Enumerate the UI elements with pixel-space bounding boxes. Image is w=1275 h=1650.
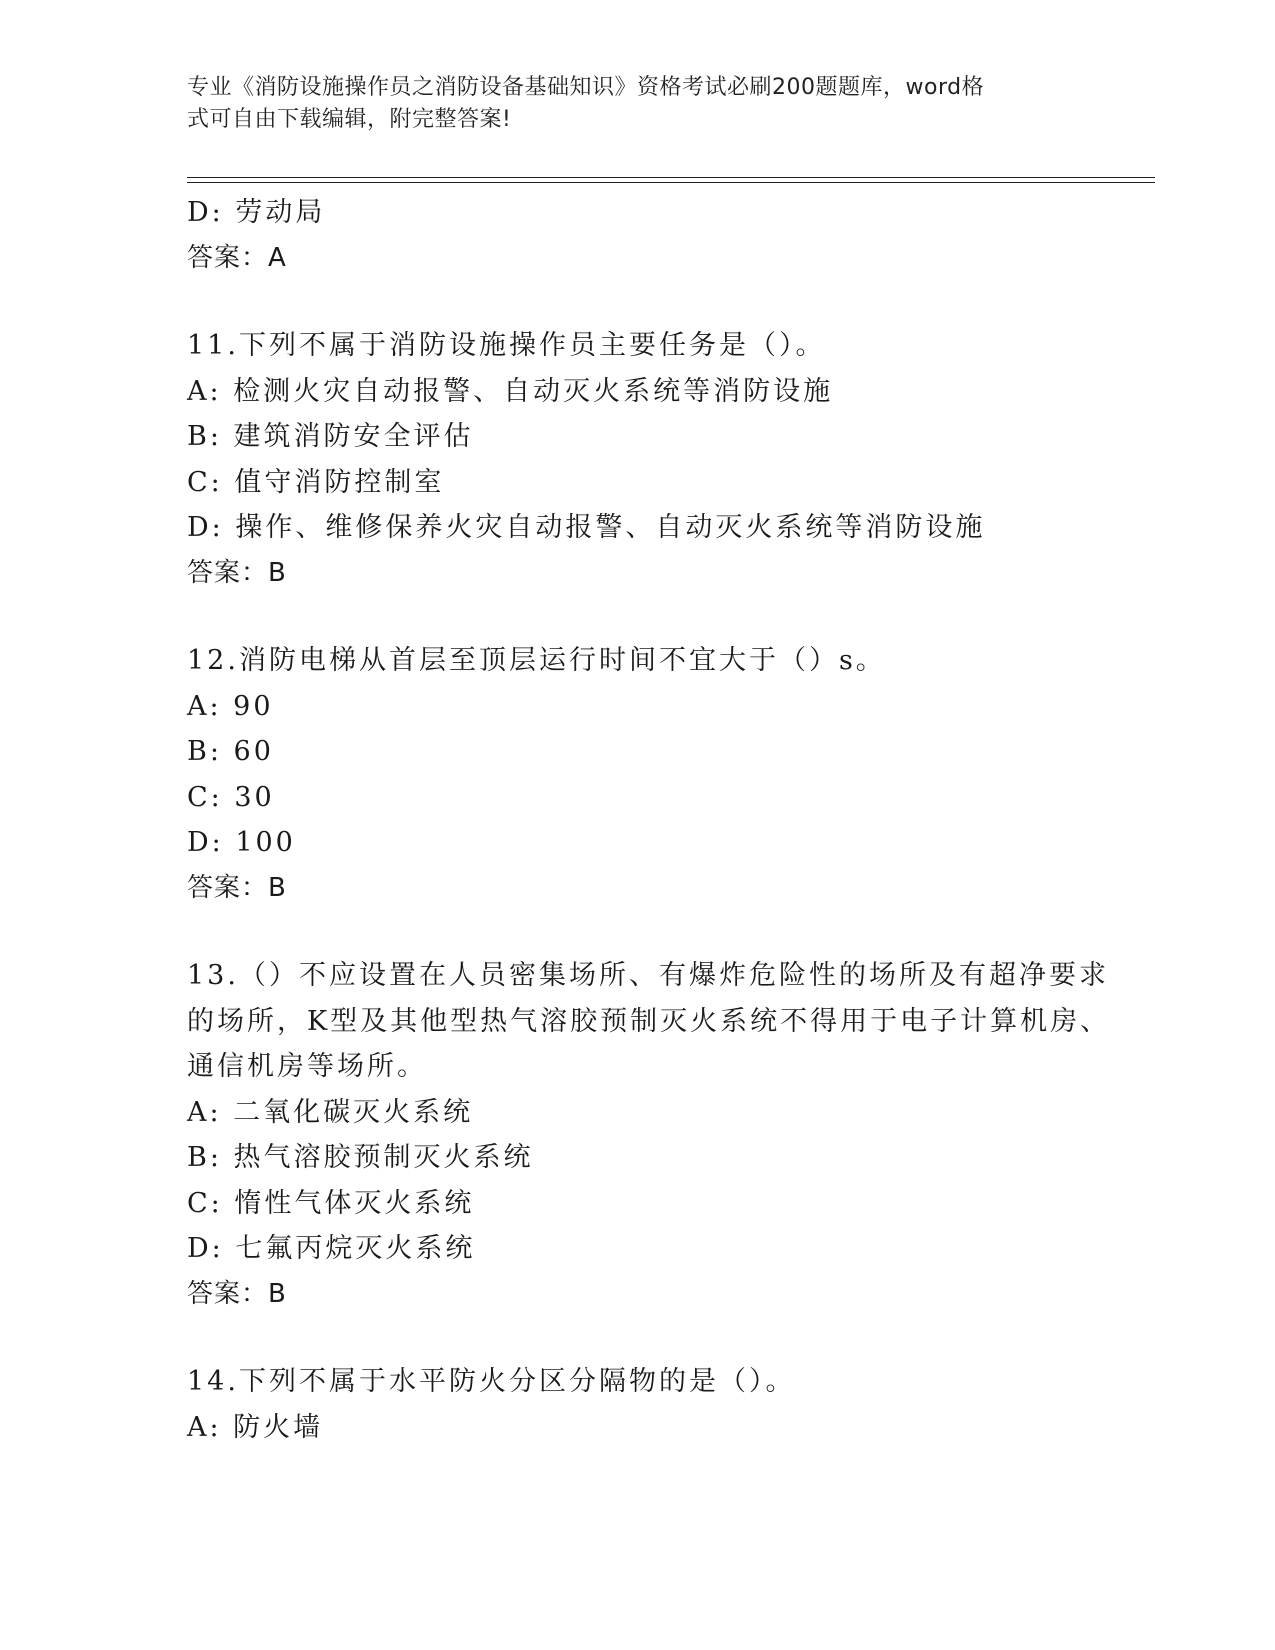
option-a: A: 检测火灾自动报警、自动灭火系统等消防设施: [187, 375, 834, 407]
question-stem: 12.消防电梯从首层至顶层运行时间不宜大于（）s。: [187, 645, 886, 676]
page-header: [187, 72, 1067, 136]
header-divider-top: [187, 177, 1155, 178]
answer-line: 答案：A: [187, 242, 287, 273]
option-b: B: 60: [187, 736, 274, 767]
option-c: C: 30: [187, 781, 275, 813]
header-line-1: 专业《消防设施操作员之消防设备基础知识》资格考试必刷200题题库，word格: [187, 75, 985, 100]
question-stem-line-1: 13.（）不应设置在人员密集场所、有爆炸危险性的场所及有超净要求: [187, 960, 1109, 991]
question-11: [187, 323, 1087, 596]
question-12: [187, 638, 1087, 911]
option-d: D: 操作、维修保养火灾自动报警、自动灭火系统等消防设施: [187, 512, 986, 543]
option-c: C: 惰性气体灭火系统: [187, 1187, 475, 1219]
answer-line: 答案：B: [187, 1278, 287, 1309]
option-d: D: 七氟丙烷灭火系统: [187, 1233, 476, 1264]
question-stem-line-3: 通信机房等场所。: [187, 1051, 427, 1082]
option-b: B: 建筑消防安全评估: [187, 421, 474, 452]
question-13: [187, 953, 1111, 1317]
option-a: A: 90: [187, 690, 274, 722]
option-c: C: 值守消防控制室: [187, 466, 445, 498]
question-stem: 14.下列不属于水平防火分区分隔物的是（）。: [187, 1366, 796, 1397]
header-divider-bottom: [187, 182, 1155, 183]
spacer: [187, 1317, 1087, 1359]
answer-line: 答案：B: [187, 872, 287, 903]
option-d: D: 劳动局: [187, 197, 326, 228]
spacer: [187, 281, 1087, 323]
option-b: B: 热气溶胶预制灭火系统: [187, 1142, 534, 1173]
question-stem-line-2: 的场所，K型及其他型热气溶胶预制灭火系统不得用于电子计算机房、: [187, 1005, 1111, 1037]
spacer: [187, 911, 1087, 953]
spacer: [187, 596, 1087, 638]
question-14: [187, 1359, 1087, 1450]
option-a: A: 防火墙: [187, 1411, 324, 1443]
header-line-2: 式可自由下载编辑，附完整答案!: [187, 107, 512, 132]
option-d: D: 100: [187, 827, 296, 858]
option-a: A: 二氧化碳灭火系统: [187, 1096, 474, 1128]
answer-line: 答案：B: [187, 557, 287, 588]
question-stem: 11.下列不属于消防设施操作员主要任务是（）。: [187, 330, 826, 361]
document-body: [187, 190, 1111, 1450]
